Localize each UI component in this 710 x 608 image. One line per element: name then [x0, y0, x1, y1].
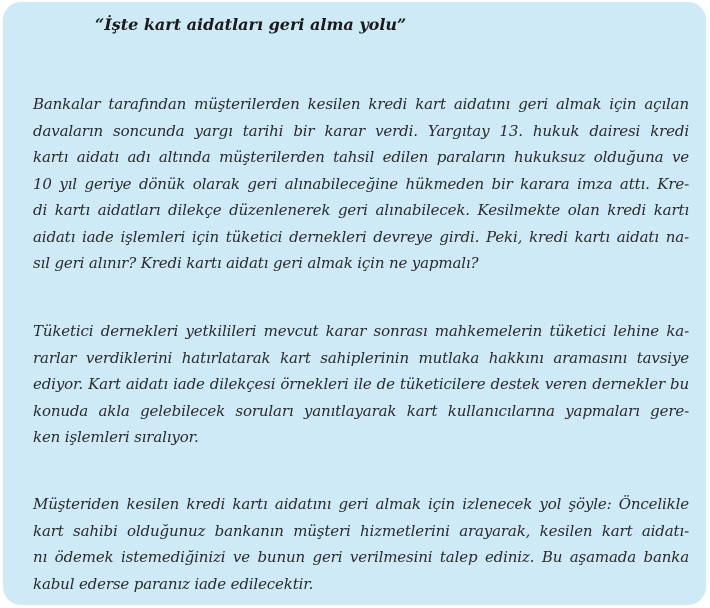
- paragraph-line: ken işlemleri sıralıyor.: [33, 428, 199, 446]
- paragraph-2: [33, 318, 689, 451]
- paragraph-line: aidatı iade işlemleri için tüketici dernekleri devreye girdi. Peki, kredi kartı aidatı na-: [33, 227, 689, 246]
- paragraph-line: rarlar verdiklerini hatırlatarak kart sahiplerinin mutlaka hakkını aramasını tavsiye: [33, 348, 689, 367]
- paragraph-1: [33, 91, 689, 277]
- paragraph-line: Müşteriden kesilen kredi kartı aidatını geri almak için izlenecek yol şöyle: Öncelikle: [33, 495, 689, 513]
- paragraph-line: di kartı aidatları dilekçe düzenlenerek geri alınabilecek. Kesilmekte olan kredi kartı: [33, 201, 689, 219]
- paragraph-line: nı ödemek istemediğinizi ve bunun geri verilmesini talep ediniz. Bu aşamada banka: [33, 548, 689, 566]
- article-title: “İşte kart aidatları geri alma yolu”: [95, 15, 407, 34]
- paragraph-line: sıl geri alınır? Kredi kartı aidatı geri almak için ne yapmalı?: [33, 254, 479, 272]
- paragraph-line: konuda akla gelebilecek soruları yanıtlayarak kart kullanıcılarına yapmaları gere-: [33, 401, 689, 420]
- article-panel: [3, 2, 706, 605]
- paragraph-line: kabul ederse paranız iade edilecektir.: [33, 574, 314, 593]
- paragraph-line: Bankalar tarafından müşterilerden kesilen kredi kart aidatını geri almak için açılan: [33, 95, 689, 113]
- paragraph-line: Tüketici dernekleri yetkilileri mevcut karar sonrası mahkemelerin tüketici lehine ka-: [33, 322, 689, 340]
- paragraph-line: davaların soncunda yargı tarihi bir karar verdi. Yargıtay 13. hukuk dairesi kredi: [33, 121, 689, 140]
- paragraph-line: kartı aidatı adı altında müşterilerden tahsil edilen paraların hukuksuz olduğuna ve: [33, 148, 689, 166]
- paragraph-line: 10 yıl geriye dönük olarak geri alınabileceğine hükmeden bir karara imza attı. Kre-: [33, 174, 689, 193]
- paragraph-3: [33, 491, 689, 597]
- paragraph-line: ediyor. Kart aidatı iade dilekçesi örnekleri ile de tüketicilere destek veren dernekler bu: [33, 375, 689, 393]
- paragraph-line: kart sahibi olduğunuz bankanın müşteri hizmetlerini arayarak, kesilen kart aidatı-: [33, 521, 689, 540]
